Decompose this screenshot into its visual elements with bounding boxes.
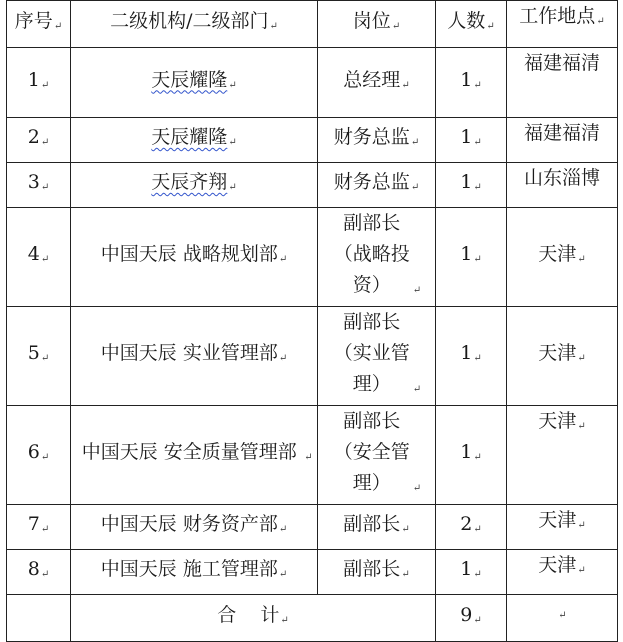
row-index: 6↵ xyxy=(7,406,71,505)
row-location: 天津↵ xyxy=(507,550,618,595)
row-location: 天津↵ xyxy=(507,505,618,550)
row-unit: 中国天辰 施工管理部↵ xyxy=(71,550,318,595)
row-position: 总经理↵ xyxy=(318,48,436,118)
row-index: 2↵ xyxy=(7,118,71,163)
header-location: 工作地点↵ xyxy=(507,1,618,48)
row-unit: 天辰齐翔↵ xyxy=(71,163,318,208)
total-label: 合 计↵ xyxy=(71,595,436,642)
row-position: 副部长↵ xyxy=(318,505,436,550)
row-position: 副部长（实业管理） ↵ xyxy=(318,307,436,406)
row-location: 天津↵ xyxy=(507,406,618,505)
total-location-empty: ↵ xyxy=(507,595,618,642)
row-location: 天津↵ xyxy=(507,208,618,307)
row-location: 山东淄博 xyxy=(507,163,618,208)
row-position: 财务总监↵ xyxy=(318,163,436,208)
row-count: 2↵ xyxy=(436,505,507,550)
row-count: 1↵ xyxy=(436,550,507,595)
row-count: 1↵ xyxy=(436,163,507,208)
row-count: 1↵ xyxy=(436,307,507,406)
row-count: 1↵ xyxy=(436,48,507,118)
table-row xyxy=(7,208,618,307)
table-row xyxy=(7,406,618,505)
positions-table xyxy=(6,0,618,642)
table-row xyxy=(7,48,618,118)
row-unit: 中国天辰 安全质量管理部 ↵ xyxy=(71,406,318,505)
row-position: 副部长（战略投资） ↵ xyxy=(318,208,436,307)
header-unit: 二级机构/二级部门↵ xyxy=(71,1,318,48)
row-unit: 天辰耀隆↵ xyxy=(71,48,318,118)
row-position: 副部长↵ xyxy=(318,550,436,595)
row-index: 8↵ xyxy=(7,550,71,595)
row-unit: 天辰耀隆↵ xyxy=(71,118,318,163)
row-count: 1↵ xyxy=(436,208,507,307)
total-index-empty xyxy=(7,595,71,642)
header-index: 序号↵ xyxy=(7,1,71,48)
row-index: 3↵ xyxy=(7,163,71,208)
row-location: 福建福清 xyxy=(507,118,618,163)
row-unit: 中国天辰 财务资产部↵ xyxy=(71,505,318,550)
row-unit: 中国天辰 战略规划部↵ xyxy=(71,208,318,307)
row-position: 副部长（安全管理） ↵ xyxy=(318,406,436,505)
table-row xyxy=(7,505,618,550)
row-index: 1↵ xyxy=(7,48,71,118)
row-index: 5↵ xyxy=(7,307,71,406)
total-count: 9↵ xyxy=(436,595,507,642)
header-row xyxy=(7,1,618,48)
table-row xyxy=(7,163,618,208)
header-position: 岗位↵ xyxy=(318,1,436,48)
total-row xyxy=(7,595,618,642)
header-count: 人数↵ xyxy=(436,1,507,48)
row-unit: 中国天辰 实业管理部↵ xyxy=(71,307,318,406)
row-index: 7↵ xyxy=(7,505,71,550)
row-count: 1↵ xyxy=(436,406,507,505)
row-location: 天津↵ xyxy=(507,307,618,406)
table-row xyxy=(7,307,618,406)
row-index: 4↵ xyxy=(7,208,71,307)
row-count: 1↵ xyxy=(436,118,507,163)
row-location: 福建福清 xyxy=(507,48,618,118)
row-position: 财务总监↵ xyxy=(318,118,436,163)
table-row xyxy=(7,118,618,163)
table-row xyxy=(7,550,618,595)
